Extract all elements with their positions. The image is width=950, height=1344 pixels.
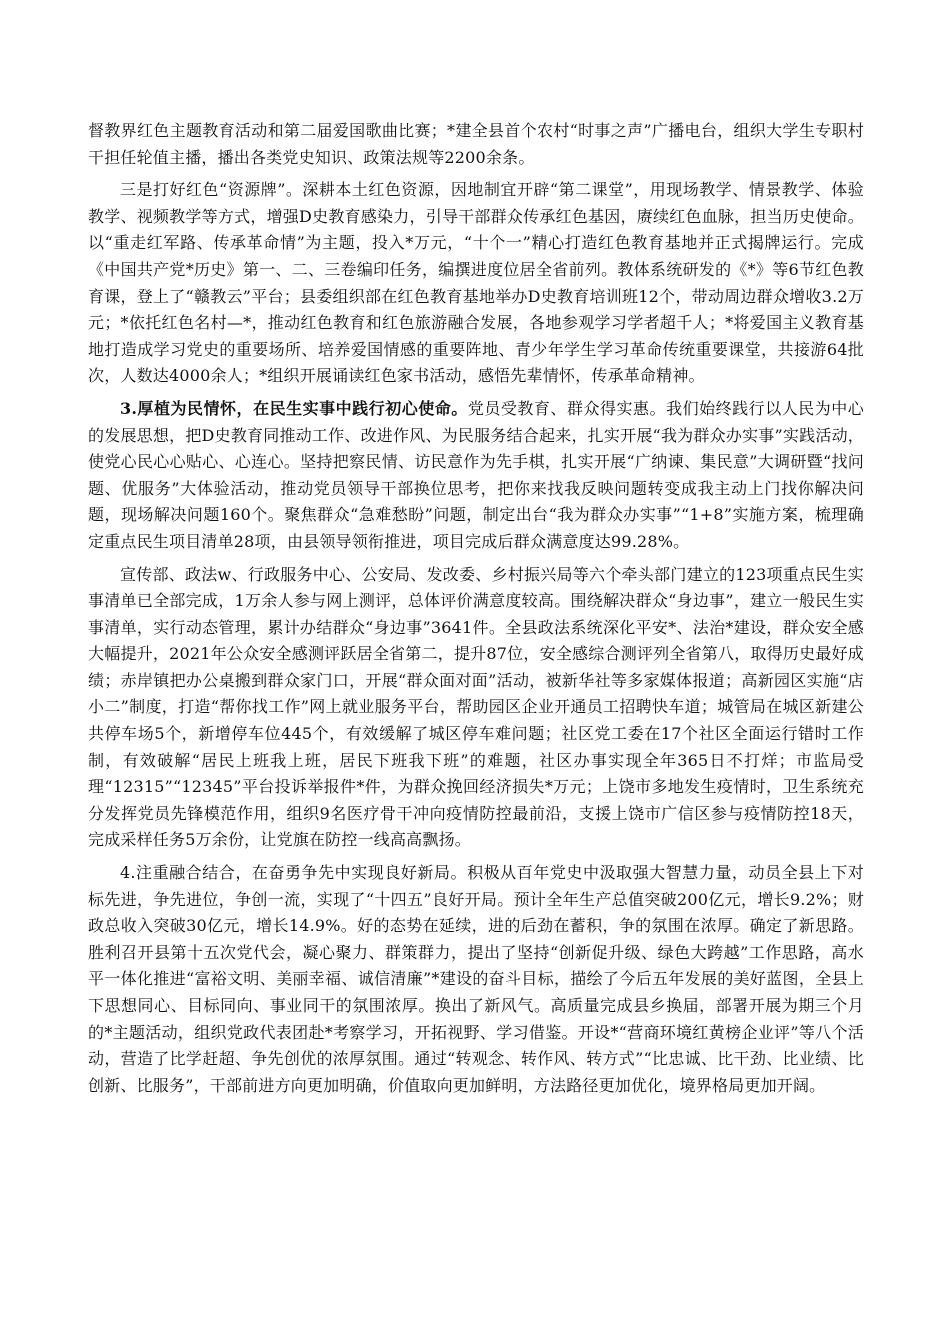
paragraph-1: 督教界红色主题教育活动和第二届爱国歌曲比赛；*建全县首个农村“时事之声”广播电台，组织大学生专职村干担任轮值主播，播出各类党史知识、政策法规等2200余条。	[88, 121, 864, 167]
paragraph-3	[88, 396, 864, 556]
section-heading-3: 3.厚植为民情怀，在民生实事中践行初心使命。	[120, 398, 468, 418]
paragraph-2: 三是打好红色“资源牌”。深耕本土红色资源，因地制宜开辟“第二课堂”，用现场教学、情景教学、体验教学、视频教学等方式，增强D史教育感染力，引导干部群众传承红色基因，赓续红色血脉，担当历史使命。以“重走红军路、传承革命情”为主题，投入*万元，“十个一”精心打造红色教育基地并正式揭牌运行。完成《中国共产党*历史》第一、二、三卷编印任务，编撰进度位居全省前列。教体系统研发的《*》等6节红色教育课，登上了“赣教云”平台；县委组织部在红色教育基地举办D史教育培训班12个，带动周边群众增收3.2万元；*依托红色名村—*，推动红色教育和红色旅游融合发展，各地参观学习学者超千人；*将爱国主义教育基地打造成学习党史的重要场所、培养爱国情感的重要阵地、青少年学生学习革命传统重要课堂，共接游64批次，人数达4000余人；*组织开展诵读红色家书活动，感悟先辈情怀，传承革命精神。	[88, 180, 864, 386]
paragraph-4: 宣传部、政法w、行政服务中心、公安局、发改委、乡村振兴局等六个牵头部门建立的123项重点民生实事清单已全部完成，1万余人参与网上测评，总体评价满意度较高。围绕解决群众“身边事”，建立一般民生实事清单，实行动态管理，累计办结群众“身边事”3641件。全县政法系统深化平安*、法治*建设，群众安全感大幅提升，2021年公众安全感测评跃居全省第二，提升87位，安全感综合测评列全省第八，取得历史最好成绩；赤岸镇把办公桌搬到群众家门口，开展“群众面对面”活动，被新华社等多家媒体报道；高新园区实施“店小二”制度，打造“帮你找工作”网上就业服务平台，帮助园区企业开通员工招聘快车道；城管局在城区新建公共停车场5个，新增停车位445个，有效缓解了城区停车难问题；社区党工委在17个社区全面运行错时工作制，有效破解“居民上班我上班，居民下班我下班”的难题，社区办事实现全年365日不打烊；市监局受理“12315”“12345”平台投诉举报件*件，为群众挽回经济损失*万元；上饶市多地发生疫情时，卫生系统充分发挥党员先锋模范作用，组织9名医疗骨干冲向疫情防控最前沿，支援上饶市广信区参与疫情防控18天，完成采样任务5万余份，让党旗在防控一线高高飘扬。	[88, 564, 864, 850]
paragraph-3-body: 党员受教育、群众得实惠。我们始终践行以人民为中心的发展思想，把D史教育同推动工作、改进作风、为民服务结合起来，扎实开展“我为群众办实事”实践活动，使党心民心心贴心、心连心。坚持把察民情、访民意作为先手棋，扎实开展“广纳谏、集民意”大调研暨“找问题、优服务”大体验活动，推动党员领导干部换位思考，把你来找我反映问题转变成我主动上门找你解决问题，现场解决问题160个。聚焦群众“急难愁盼”问题，制定出台“我为群众办实事”“1+8”实施方案，梳理确定重点民生项目清单28项，由县领导领衔推进，项目完成后群众满意度达99.28%。	[88, 398, 864, 551]
paragraph-5: 4.注重融合结合，在奋勇争先中实现良好新局。积极从百年党史中汲取强大智慧力量，动员全县上下对标先进，争先进位，争创一流，实现了“十四五”良好开局。预计全年生产总值突破200亿元，增长9.2%；财政总收入突破30亿元，增长14.9%。好的态势在延续，进的后劲在蓄积，争的氛围在浓厚。确定了新思路。胜利召开县第十五次党代会，凝心聚力、群策群力，提出了坚持“创新促升级、绿色大跨越”工作思路，高水平一体化推进“富裕文明、美丽幸福、诚信清廉”*建设的奋斗目标，描绘了今后五年发展的美好蓝图，全县上下思想同心、目标同向、事业同干的氛围浓厚。换出了新风气。高质量完成县乡换届，部署开展为期三个月的*主题活动，组织党政代表团赴*考察学习，开拓视野、学习借鉴。开设*“营商环境红黄榜企业评”等八个活动，营造了比学赶超、争先创优的浓厚氛围。通过“转观念、转作风、转方式”“比忠诚、比干劲、比业绩、比创新、比服务”，干部前进方向更加明确，价值取向更加鲜明，方法路径更加优化，境界格局更加开阔。	[88, 863, 864, 1095]
document-page	[88, 118, 864, 1105]
